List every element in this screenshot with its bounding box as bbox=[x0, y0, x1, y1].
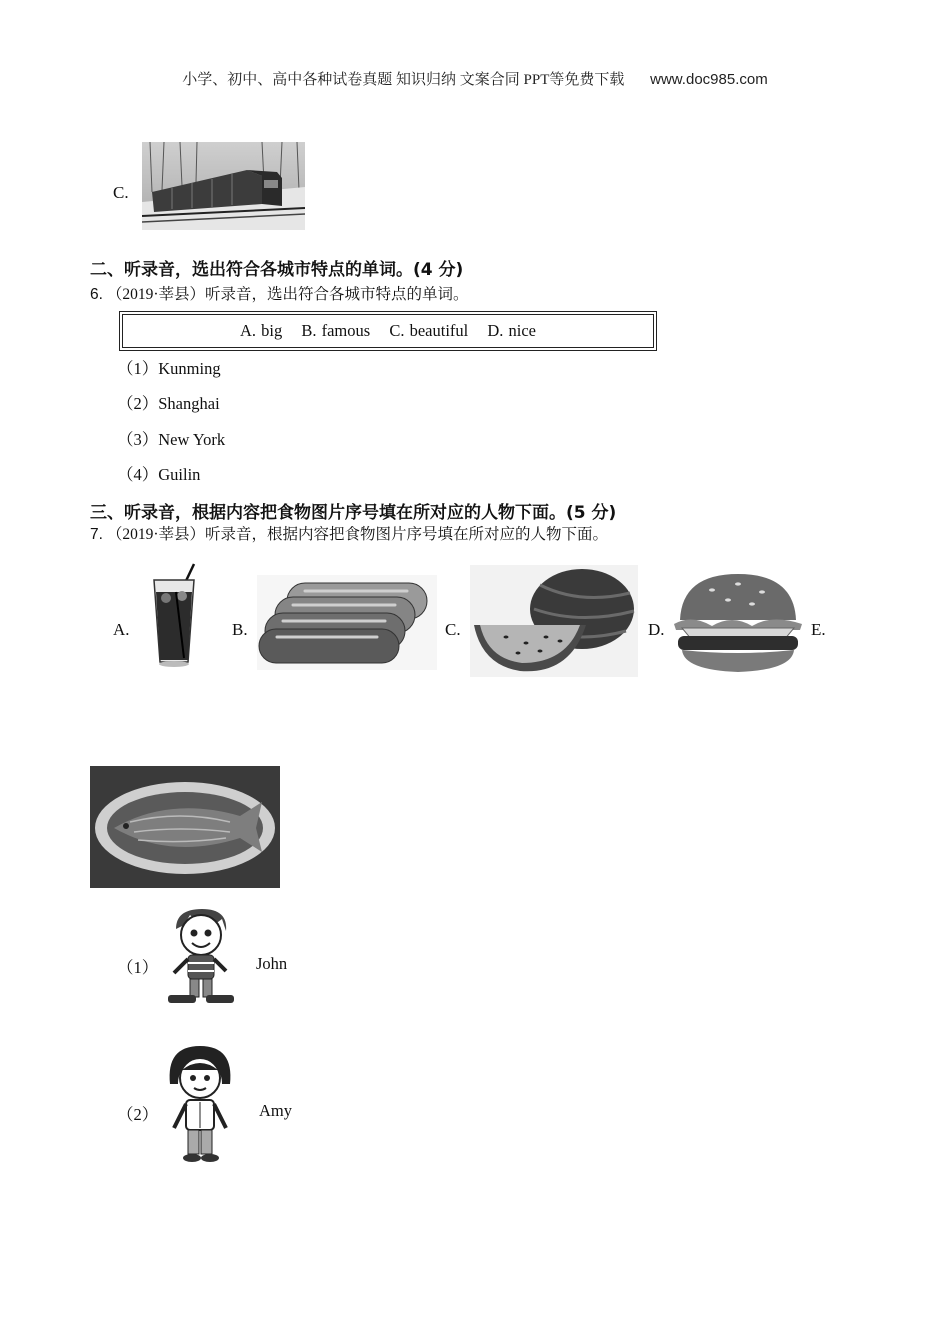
food-option-d-label: D. bbox=[648, 620, 665, 639]
question-7-number: 7. bbox=[90, 526, 103, 543]
city-item-kunming: （1）Kunming bbox=[117, 359, 221, 378]
boy-cartoon bbox=[162, 907, 240, 1005]
person-1-number: （1） bbox=[117, 958, 159, 977]
food-option-c-label: C. bbox=[445, 620, 461, 639]
juice-glass-photo bbox=[148, 562, 203, 677]
person-2-name: Amy bbox=[259, 1101, 292, 1120]
question-7-text: （2019·莘县）听录音，根据内容把食物图片序号填在所对应的人物下面。 bbox=[106, 526, 608, 543]
word-option-c: C. beautiful bbox=[389, 321, 469, 340]
question-6 bbox=[90, 282, 468, 304]
word-option-a: A. big bbox=[239, 321, 283, 340]
section-2-title: 二、听录音，选出符合各城市特点的单词。(4 分) bbox=[90, 260, 464, 280]
question-7 bbox=[90, 522, 608, 544]
question-6-text: （2019·莘县）听录音，选出符合各城市特点的单词。 bbox=[106, 286, 469, 303]
city-item-shanghai: （2）Shanghai bbox=[117, 394, 220, 413]
header-site: www.doc985.com bbox=[650, 71, 768, 88]
word-option-d: D. nice bbox=[487, 321, 537, 340]
food-option-e-label: E. bbox=[811, 620, 826, 639]
food-option-a-label: A. bbox=[113, 620, 130, 639]
girl-cartoon bbox=[162, 1044, 238, 1164]
person-2-number: （2） bbox=[117, 1105, 159, 1124]
food-option-b-label: B. bbox=[232, 620, 248, 639]
section-3-title: 三、听录音，根据内容把食物图片序号填在所对应的人物下面。(5 分) bbox=[90, 503, 617, 523]
header-text: 小学、初中、高中各种试卷真题 知识归纳 文案合同 PPT等免费下载 bbox=[182, 72, 625, 88]
option-c-label: C. bbox=[113, 183, 129, 202]
city-item-guilin: （4）Guilin bbox=[117, 465, 201, 484]
train-photo bbox=[142, 142, 305, 230]
sausages-photo bbox=[257, 575, 437, 670]
hamburger-photo bbox=[672, 568, 804, 676]
city-item-new-york: （3）New York bbox=[117, 430, 226, 449]
page-header bbox=[0, 68, 950, 89]
word-option-b: B. famous bbox=[301, 321, 371, 340]
question-6-number: 6. bbox=[90, 286, 103, 303]
person-1-name: John bbox=[256, 954, 288, 973]
word-options-box bbox=[122, 314, 654, 348]
watermelon-photo bbox=[470, 565, 638, 677]
fish-dish-photo bbox=[90, 766, 280, 888]
